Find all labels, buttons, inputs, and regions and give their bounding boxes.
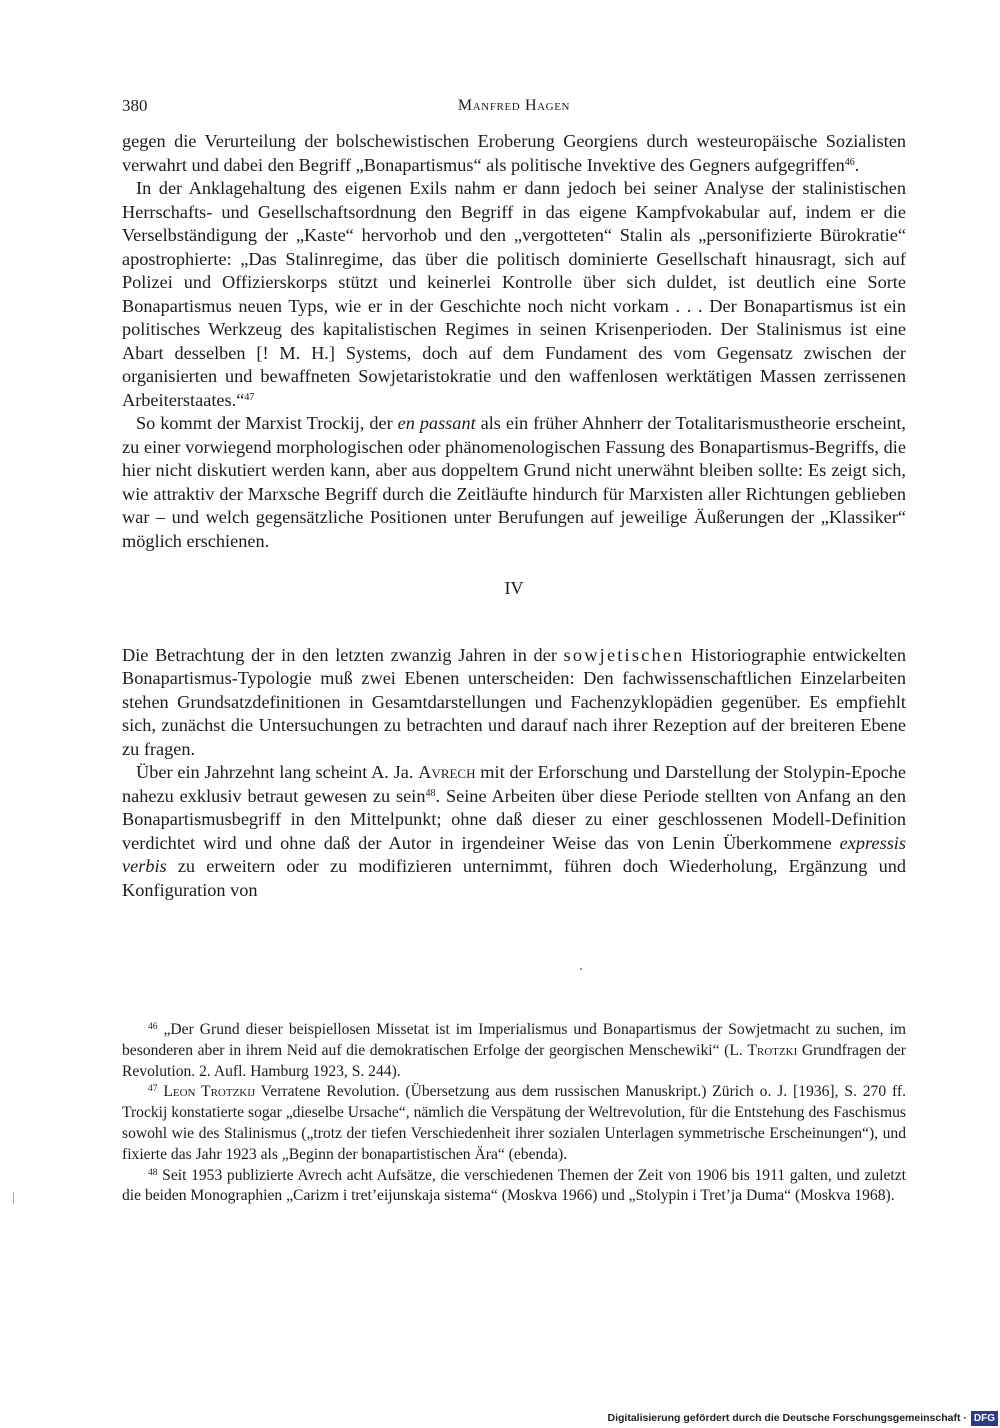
dfg-logo[interactable]: DFG [971, 1411, 998, 1426]
main-text [122, 130, 906, 902]
paragraph-2: In der Anklagehaltung des eigenen Exils nahm er dann jedoch bei seiner Analyse der stalinistischen Herrschafts- und Gesellschaftsordnung den Begriff in das eigene Kampfvokabular auf, indem er die Verselbständigung der „Kaste“ hervorhob und den „vergotteten“ Stalin als „personifizierte Bürokratie“ apostrophierte: „Das Stalinregime, das über die politisch dominierte Gesellschaft hinausragt, sich auf Polizei und Offizierskorps stützt und keinerlei Kontrolle über sich duldet, ist deutlich eine Sorte Bonapartismus neuen Typs, wie er in der Geschichte noch nicht vorkam . . . Der Bonapartismus ist ein politisches Werkzeug des kapitalistischen Regimes in seinen Krisenperioden. Der Stalinismus ist eine Abart desselben [! M. H.] Systems, doch auf dem Fundament des vom Gegensatz zwischen der organisierten und bewaffneten Sowjetaristokratie und den waffenlosen werktätigen Massen zerrissenen Arbeiterstaates.“$^{47}$ [122, 178, 906, 410]
footnote-number: 47 [148, 1084, 158, 1095]
footnote-ref-48[interactable]: 48 [425, 787, 436, 799]
footnote-number: 46 [148, 1022, 158, 1032]
footnote-ref-47[interactable]: 47 [244, 391, 255, 403]
author-name: Leon Trotzkij [163, 1083, 256, 1101]
author-name: Avrech [418, 762, 476, 782]
digitization-credit [608, 1408, 1000, 1428]
footnote-47: $^{47}$ Leon Trotzkij Verratene Revolution. (Übersetzung aus dem russischen Manuskript.) Zürich o. J. [1936], S. 270 ff. Trockij konstatierte sogar „dieselbe Ursache“, nämlich die Verspätung der Weltrevolution, für die Entstehung des Faschismus sowohl wie des Stalinismus („trotz der tiefen Verschiedenheit ihrer sozialen Unterlagen symmetrische Erscheinungen“), und fixierte das Jahr 1923 als „Beginn der bonapartistischen Ära“ (ebenda). [122, 1083, 907, 1163]
footnote-46: $^{46}$ „Der Grund dieser beispiellosen Missetat ist im Imperialismus und Bonapartismus der Sowjetmacht zu suchen, im besonderen aber in ihrem Neid auf die demokratischen Erfolge der georgischen Menschewiki“ (L. Trotzki Grundfragen der Revolution. 2. Aufl. Hamburg 1923, S. 244). [122, 1021, 907, 1080]
paragraph-4: Die Betrachtung der in den letzten zwanzig Jahren in der sowjetischen Historiographie entwickelten Bonapartismus-Typologie muß zwei Ebenen unterscheiden: Den fachwissenschaftlichen Einzelarbeiten stehen Grundsatzdefinitionen in Gesamtdarstellungen und Fachenzyklopädien gegenüber. Es empfiehlt sich, zunächst die Untersuchungen zu betrachten und darauf nach ihrer Rezeption auf der breiteren Ebene zu fragen. [122, 644, 906, 759]
scan-mark [13, 1192, 14, 1204]
paragraph-1: gegen die Verurteilung der bolschewistischen Eroberung Georgiens durch westeuropäische Sozialisten verwahrt und dabei den Begriff „Bonapartismus“ als politische Invektive des Gegners aufgegriffen$^{46}$. [122, 131, 906, 175]
running-head: Manfred Hagen [457, 97, 571, 114]
page-number: 380 [122, 96, 148, 115]
footnote-48: $^{48}$ Seit 1953 publizierte Avrech acht Aufsätze, die verschiedenen Themen der Zeit von 1906 bis 1911 galten, und zuletzt die beiden Monographien „Carizm i tret’eijunskaja sistema“ (Moskva 1966) und „Stolypin i Tret’ja Duma“ (Moskva 1968). [122, 1166, 906, 1205]
italic-phrase: expressis verbis [122, 832, 906, 876]
footnote-number: 48 [148, 1167, 158, 1178]
credit-text: Digitalisierung gefördert durch die Deutsche Forschungsgemeinschaft · [607, 1412, 967, 1424]
footnotes [122, 1020, 906, 1207]
italic-phrase: en passant [397, 413, 476, 433]
author-name: Trotzki [747, 1041, 798, 1059]
footnote-ref-46[interactable]: 46 [844, 156, 855, 168]
paragraph-5: Über ein Jahrzehnt lang scheint A. Ja. Avrech mit der Erforschung und Darstellung der Stolypin-Epoche nahezu exklusiv betraut gewesen zu sein$^{48}$. Seine Arbeiten über diese Periode stellten von Anfang an den Bonapartismusbegriff in den Mittelpunkt; ohne daß dieser zu einer geschlossenen Modell-Definition verdichtet wird und ohne daß der Autor in irgendeiner Weise das von Lenin Überkommene expressis verbis zu erweitern oder zu modifizieren unternimmt, führen doch Wiederholung, Ergänzung und Konfiguration von [122, 762, 906, 900]
page-header [122, 96, 906, 120]
section-heading: IV [504, 578, 524, 598]
spaced-word: sowjetischen [563, 644, 685, 665]
scan-speck [580, 968, 582, 970]
paragraph-3: So kommt der Marxist Trockij, der en passant als ein früher Ahnherr der Totalitarismustheorie erscheint, zu einer vorwiegend morphologischen oder phänomenologischen Fassung des Bonapartismus-Begriffs, die hier nicht diskutiert werden kann, aber aus doppeltem Grund nicht unerwähnt bleiben sollte: Es zeigt sich, wie attraktiv der Marxsche Begriff durch die Zeitläufte hindurch für Marxisten aller Richtungen geblieben war – und welch gegensätzliche Positionen unter Berufungen auf jeweilige Äußerungen der „Klassiker“ möglich erschienen. [122, 413, 906, 551]
